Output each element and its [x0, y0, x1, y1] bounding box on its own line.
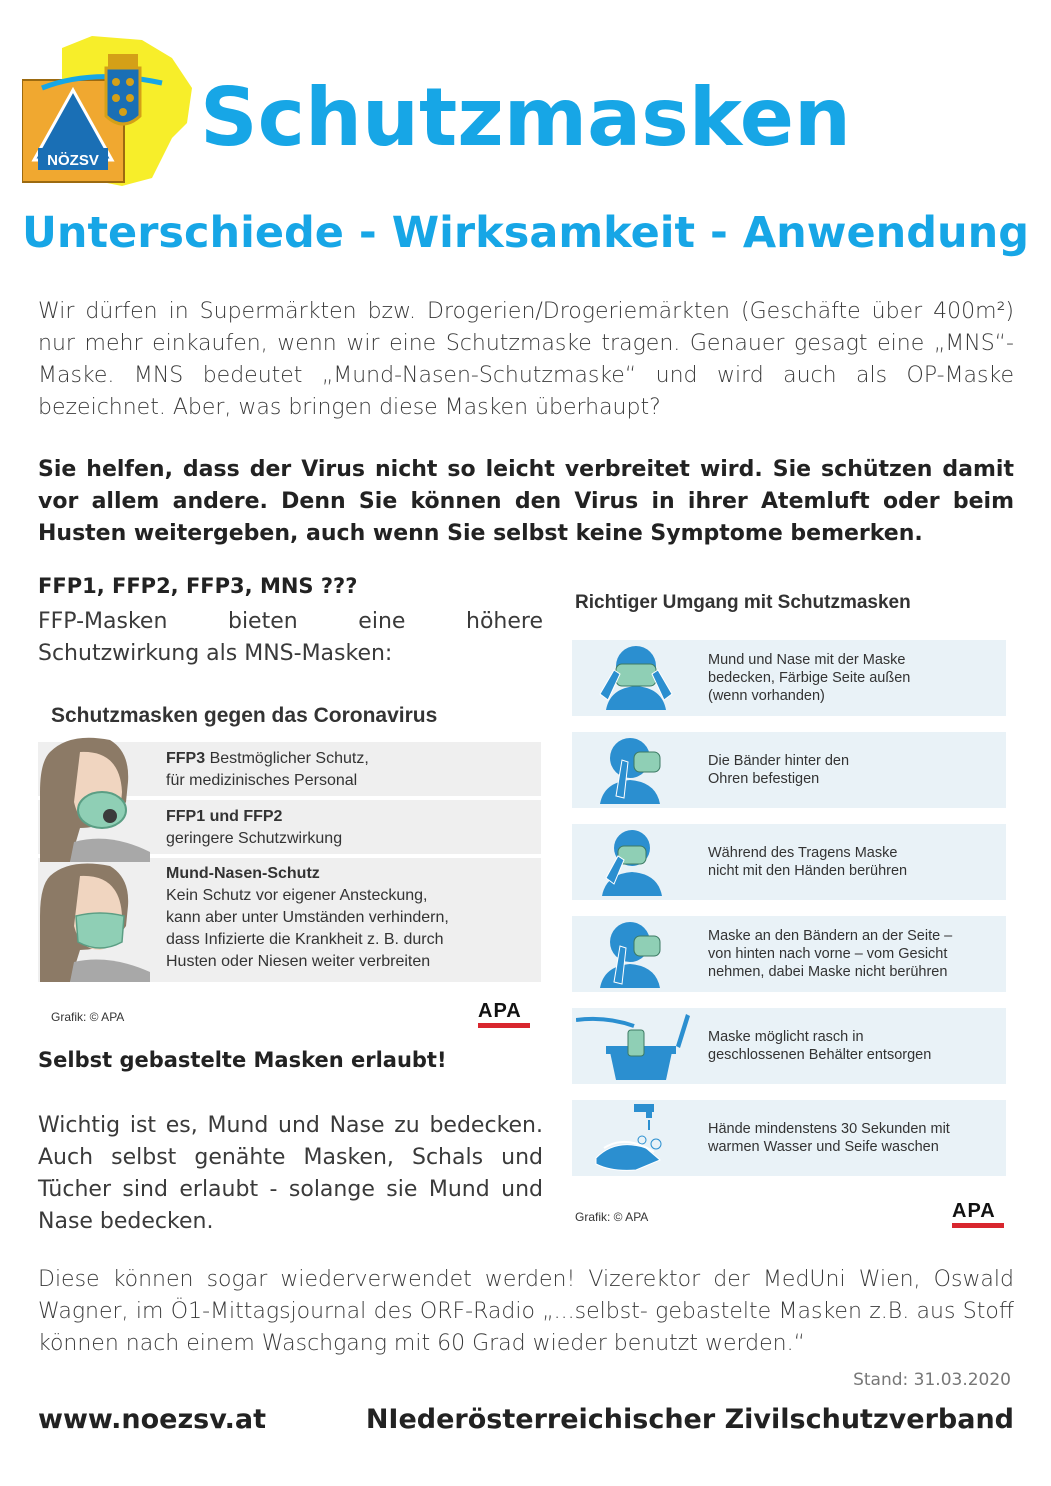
step-3-line2: nicht mit den Händen berühren — [708, 863, 908, 879]
selbst-heading: Selbst gebastelte Masken erlaubt! — [38, 1048, 447, 1072]
apa-logo-text-left: APA — [478, 1000, 522, 1022]
mask-desc-ffp3: Bestmöglicher Schutz, — [209, 750, 369, 767]
step-row-5 — [572, 1008, 1006, 1084]
logo-text: NÖZSV — [47, 152, 99, 169]
mask-desc-mns-line2: kann aber unter Umständen verhindern, — [166, 909, 449, 926]
step-1-line2: bedecken, Färbige Seite außen — [708, 670, 911, 686]
usage-graphic-credit: Grafik: © APA — [575, 1210, 649, 1224]
mask-desc2-ffp3: für medizinisches Personal — [166, 772, 358, 789]
mask-types-title: Schutzmasken gegen das Coronavirus — [51, 704, 438, 727]
put-on-mask-icon — [576, 644, 696, 712]
step-5-line1: Maske möglicht rasch in — [708, 1029, 864, 1045]
face-ffp-mask-icon — [40, 732, 160, 862]
mask-desc-mns-line3: dass Infizierte die Krankheit z. B. durch — [166, 931, 444, 948]
step-6-line2: warmen Wasser und Seife waschen — [708, 1139, 939, 1155]
noezsv-logo — [22, 28, 202, 188]
step-4-line3: nehmen, dabei Maske nicht berühren — [708, 964, 948, 980]
step-row-6 — [572, 1100, 1006, 1176]
usage-steps-graphic — [572, 586, 1012, 1236]
apa-logo-bar-right — [952, 1223, 1004, 1228]
step-row-4 — [572, 916, 1006, 992]
apa-logo-left — [478, 1000, 530, 1028]
step-row-1 — [572, 640, 1006, 716]
apa-logo-right — [952, 1200, 1004, 1228]
closing-paragraph: Diese können sogar wiederverwendet werden! Vizerektor der MedUni Wien, Oswald Wagner, im Ö1-Mittagsjournal des ORF-Radio „...selbst- gebastelte Masken z.B. aus Stoff können nach einem Waschgang mit 60 Grad wieder benutzt werden.“ — [38, 1267, 1014, 1356]
mask-name-mns: Mund-Nasen-Schutz — [166, 865, 320, 882]
mask-desc-mns-line1: Kein Schutz vor eigener Ansteckung, — [166, 887, 428, 904]
step-3-line1: Während des Tragens Maske — [708, 845, 898, 861]
wash-hands-icon — [576, 1104, 696, 1172]
key-message-paragraph: Sie helfen, dass der Virus nicht so leicht verbreitet wird. Sie schützen damit vor allem andere. Denn Sie können den Virus in ihrer Atemluft oder beim Husten weitergeben, auch wenn Sie selbst keine Symptome bemerken. — [38, 457, 1014, 546]
apa-logo-text-right: APA — [952, 1200, 996, 1222]
ffp-heading: FFP1, FFP2, FFP3, MNS ??? — [38, 574, 358, 598]
do-not-touch-icon — [576, 828, 696, 896]
apa-logo-bar-left — [478, 1023, 530, 1028]
mask-desc-mns-line4: Husten oder Niesen weiter verbreiten — [166, 953, 431, 970]
step-row-2 — [572, 732, 1006, 808]
tie-bands-icon — [576, 736, 696, 804]
step-2-line2: Ohren befestigen — [708, 771, 820, 787]
date-stamp: Stand: 31.03.2020 — [853, 1370, 1011, 1390]
mask-name-ffp1-ffp2: FFP1 und FFP2 — [166, 808, 283, 825]
website-link[interactable]: www.noezsv.at — [38, 1404, 267, 1435]
step-6-line1: Hände mindenstens 30 Sekunden mit — [708, 1121, 950, 1137]
step-row-3 — [572, 824, 1006, 900]
intro-paragraph: Wir dürfen in Supermärkten bzw. Drogerien/Drogeriemärkten (Geschäfte über 400m²) nur mehr einkaufen, wenn wir eine Schutzmaske tragen. Genauer gesagt eine „MNS“-Maske. MNS bedeutet „Mund-Nasen-Schutzmaske“ und wird auch als OP-Maske bezeichnet. Aber, was bringen diese Masken überhaupt? — [38, 299, 1014, 420]
mask-name-ffp3: FFP3 — [166, 750, 206, 767]
step-1-line3: (wenn vorhanden) — [708, 688, 825, 704]
organization-name: NIederösterreichischer Zivilschutzverband — [365, 1404, 1014, 1435]
usage-steps-title: Richtiger Umgang mit Schutzmasken — [575, 592, 911, 613]
step-5-line2: geschlossenen Behälter entsorgen — [708, 1047, 932, 1063]
dispose-mask-bin-icon — [576, 1012, 696, 1080]
ffp-text: FFP-Masken bieten eine höhere Schutzwirkung als MNS-Masken: — [38, 609, 543, 666]
mask-types-graphic — [38, 692, 543, 1032]
page-title: Schutzmasken — [200, 71, 851, 164]
mask-graphic-credit: Grafik: © APA — [51, 1010, 125, 1024]
mask-desc-ffp1-ffp2: geringere Schutzwirkung — [166, 830, 343, 847]
step-4-line2: von hinten nach vorne – vom Gesicht — [708, 946, 948, 962]
selbst-text: Wichtig ist es, Mund und Nase zu bedecken. Auch selbst genähte Masken, Schals und Tücher sind erlaubt - solange sie Mund und Nase bedecken. — [38, 1113, 543, 1234]
step-2-line1: Die Bänder hinter den — [708, 753, 850, 769]
step-4-line1: Maske an den Bändern an der Seite – — [708, 928, 953, 944]
face-mns-mask-icon — [40, 862, 160, 982]
step-1-line1: Mund und Nase mit der Maske — [708, 652, 906, 668]
remove-mask-icon — [576, 920, 696, 988]
page-subtitle: Unterschiede - Wirksamkeit - Anwendung — [21, 208, 1030, 258]
